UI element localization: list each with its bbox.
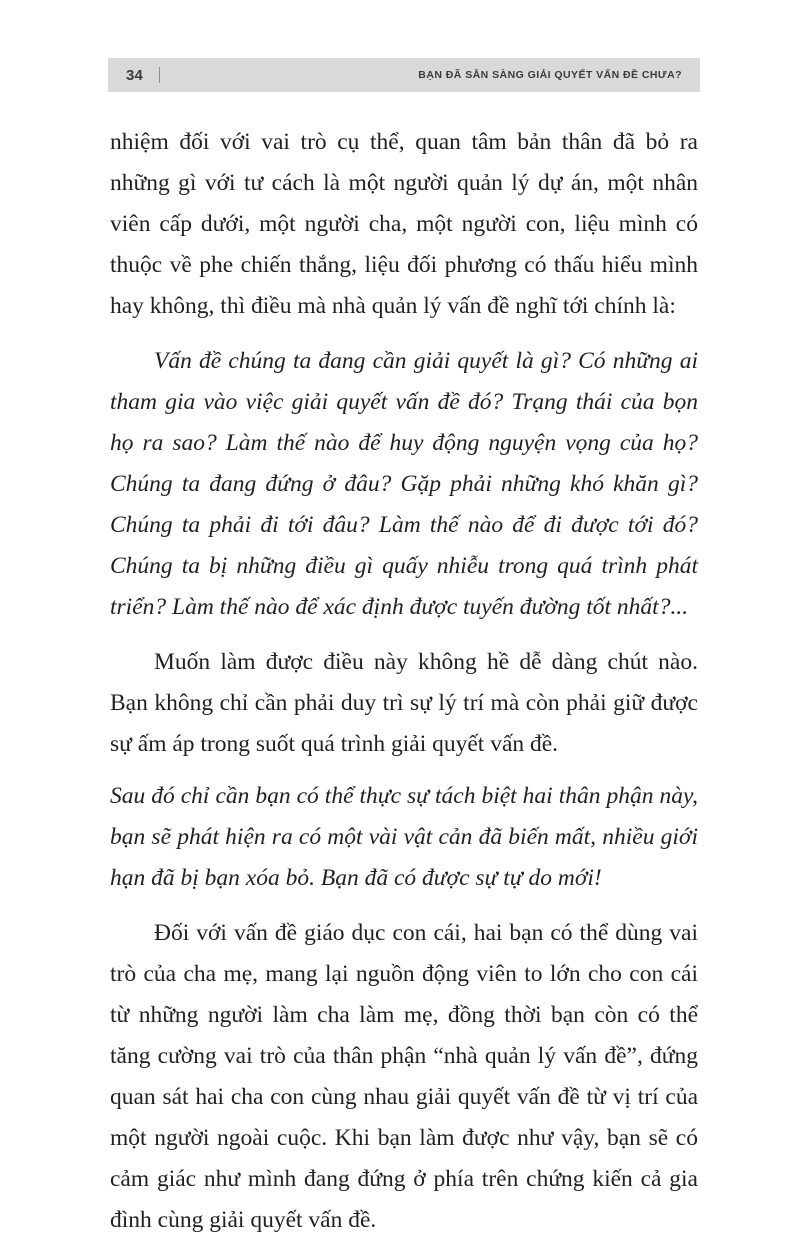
header-divider bbox=[159, 67, 160, 83]
paragraph-2: Vấn đề chúng ta đang cần giải quyết là gì? Có những ai tham gia vào việc giải quyết vấn đề đó? Trạng thái của bọn họ ra sao? Làm thế nào để huy động nguyện vọng của họ? Chúng ta đang đứng ở đâu? Gặp phải những khó khăn gì? Chúng ta phải đi tới đâu? Làm thế nào để đi được tới đó? Chúng ta bị những điều gì quấy nhiễu trong quá trình phát triển? Làm thế nào để xác định được tuyến đường tốt nhất?... bbox=[110, 348, 698, 620]
paragraph-4: Sau đó chỉ cần bạn có thể thực sự tách biệt hai thân phận này, bạn sẽ phát hiện ra có một vài vật cản đã biến mất, nhiều giới hạn đã bị bạn xóa bỏ. Bạn đã có được sự tự do mới! bbox=[110, 783, 698, 891]
paragraph-5: Đối với vấn đề giáo dục con cái, hai bạn có thể dùng vai trò của cha mẹ, mang lại nguồn động viên to lớn cho con cái từ những người làm cha làm mẹ, đồng thời bạn còn có thể tăng cường vai trò của thân phận “nhà quản lý vấn đề”, đứng quan sát hai cha con cùng nhau giải quyết vấn đề từ vị trí của một người ngoài cuộc. Khi bạn làm được như vậy, bạn sẽ có cảm giác như mình đang đứng ở phía trên chứng kiến cả gia đình cùng giải quyết vấn đề. bbox=[110, 920, 698, 1233]
page-number: 34 bbox=[126, 66, 144, 84]
body-content bbox=[110, 122, 698, 1241]
running-header bbox=[108, 58, 700, 92]
paragraph-1: nhiệm đối với vai trò cụ thể, quan tâm bản thân đã bỏ ra những gì với tư cách là một người quản lý dự án, một nhân viên cấp dưới, một người cha, một người con, liệu mình có thuộc về phe chiến thắng, liệu đối phương có thấu hiểu mình hay không, thì điều mà nhà quản lý vấn đề nghĩ tới chính là: bbox=[110, 129, 698, 319]
paragraph-3: Muốn làm được điều này không hề dễ dàng chút nào. Bạn không chỉ cần phải duy trì sự lý trí mà còn phải giữ được sự ấm áp trong suốt quá trình giải quyết vấn đề. bbox=[110, 649, 698, 757]
running-title: BẠN ĐÃ SẴN SÀNG GIẢI QUYẾT VẤN ĐỀ CHƯA? bbox=[418, 69, 682, 81]
